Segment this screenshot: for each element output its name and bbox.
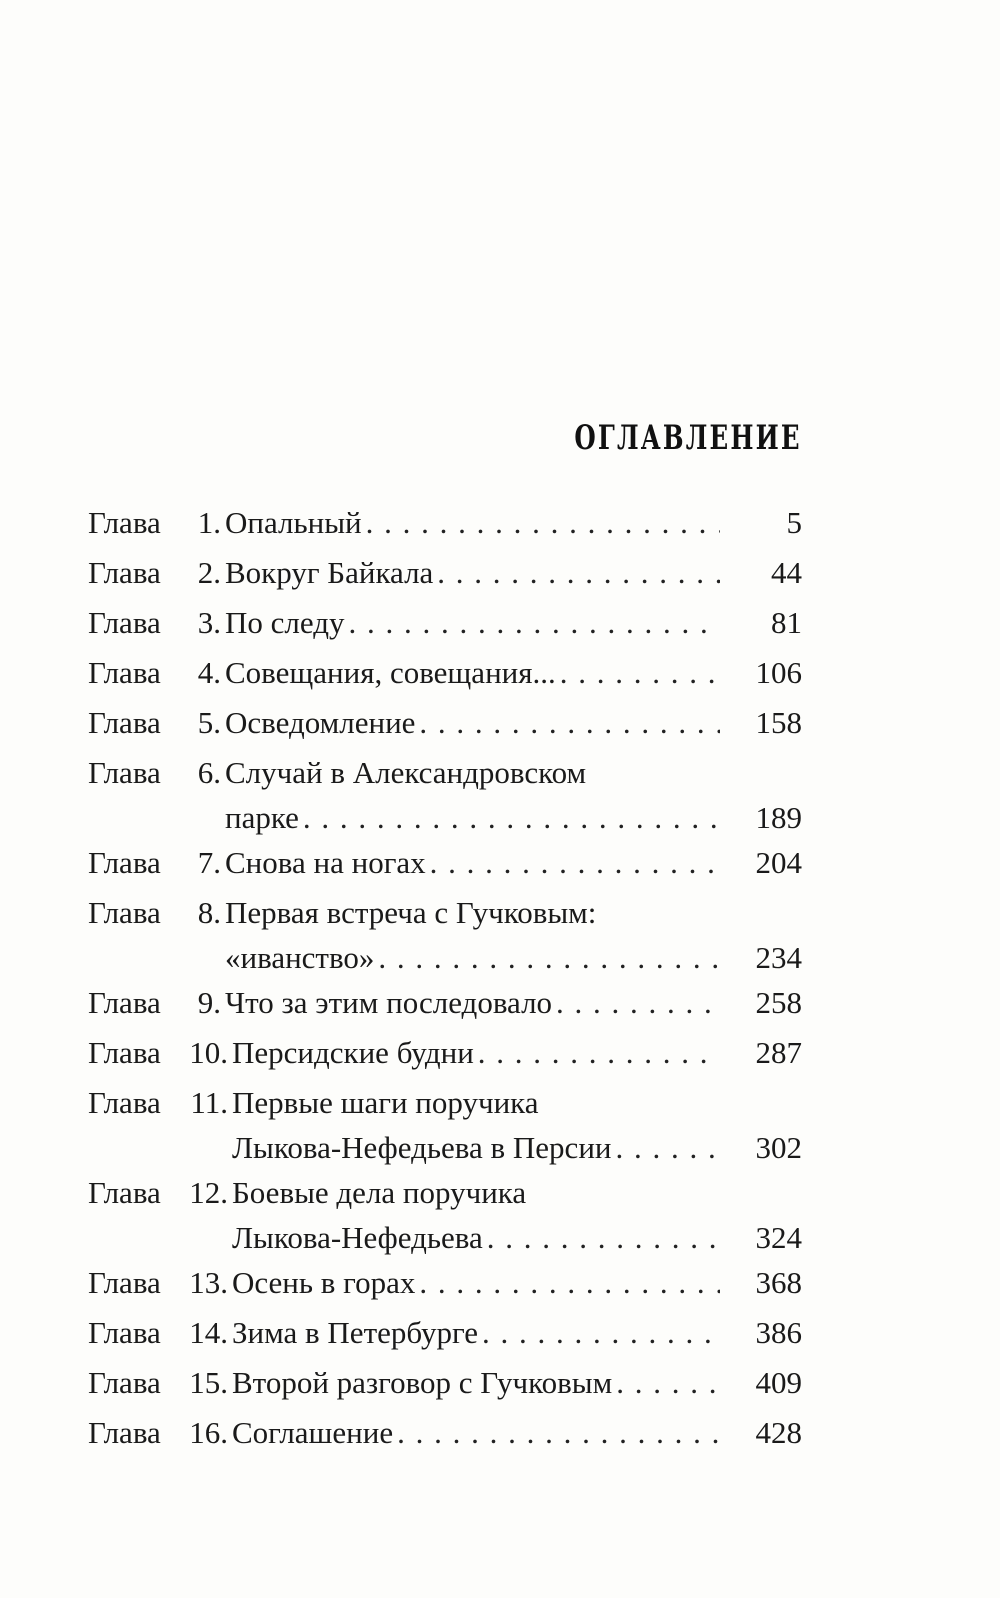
page-number: 189 (755, 800, 802, 835)
chapter-number: 5. (197, 705, 221, 740)
chapter-title-wrap (232, 1078, 742, 1128)
chapter-title-wrap (232, 1358, 742, 1408)
chapter-title: Опальный (225, 505, 362, 540)
chapter-label: Глава (88, 605, 161, 640)
chapter-number: 13. (189, 1265, 228, 1300)
chapter-title-wrap (225, 598, 742, 648)
chapter-label: Глава (88, 1035, 161, 1070)
chapter-number: 2. (197, 555, 221, 590)
chapter-label: Глава (88, 1265, 161, 1300)
dot-leader (397, 1408, 720, 1458)
chapter-label: Глава (88, 655, 161, 690)
chapter-title-wrap (225, 798, 742, 838)
toc-entry-continuation (88, 938, 802, 978)
page-number: 5 (786, 505, 802, 540)
dot-leader (419, 698, 720, 748)
chapter-number: 11. (190, 1085, 228, 1120)
chapter-title-wrap (225, 648, 742, 698)
page-number: 258 (755, 985, 802, 1020)
chapter-title-wrap (225, 938, 742, 978)
chapter-title: Снова на ногах (225, 845, 426, 880)
chapter-number: 8. (197, 895, 221, 930)
chapter-number: 12. (189, 1175, 228, 1210)
page-number: 409 (755, 1365, 802, 1400)
table-of-contents (88, 498, 802, 1458)
page-number: 386 (755, 1315, 802, 1350)
toc-entry-continuation (88, 1218, 802, 1258)
chapter-number: 3. (197, 605, 221, 640)
chapter-title: Осень в горах (232, 1265, 416, 1300)
dot-leader (430, 838, 720, 888)
toc-entry (88, 1358, 802, 1408)
chapter-title: Случай в Александровском (225, 755, 587, 790)
chapter-title: Второй разговор с Гучковым (232, 1365, 613, 1400)
toc-entry (88, 888, 802, 938)
chapter-label: Глава (88, 1175, 161, 1210)
page-number: 428 (755, 1415, 802, 1450)
page-number: 158 (755, 705, 802, 740)
chapter-title-wrap (225, 978, 742, 1028)
dot-leader (419, 1258, 720, 1308)
page-number: 324 (755, 1220, 802, 1255)
page-number: 204 (755, 845, 802, 880)
chapter-label: Глава (88, 845, 161, 880)
page-number: 302 (755, 1130, 802, 1165)
chapter-label: Глава (88, 505, 161, 540)
chapter-title-wrap (225, 888, 742, 938)
page-number: 44 (771, 555, 802, 590)
chapter-title: Вокруг Байкала (225, 555, 434, 590)
toc-entry (88, 1078, 802, 1128)
chapter-title-wrap (232, 1258, 742, 1308)
dot-leader (303, 798, 720, 838)
chapter-title-wrap (225, 748, 742, 798)
chapter-title: «иванство» (225, 940, 375, 975)
chapter-number: 16. (189, 1415, 228, 1450)
chapter-number: 6. (197, 755, 221, 790)
chapter-title-wrap (225, 498, 742, 548)
chapter-label: Глава (88, 755, 161, 790)
page-number: 368 (755, 1265, 802, 1300)
toc-entry (88, 748, 802, 798)
dot-leader (487, 1218, 720, 1258)
dot-leader (437, 548, 720, 598)
toc-entry-continuation (88, 1128, 802, 1168)
chapter-number: 1. (197, 505, 221, 540)
dot-leader (349, 598, 721, 648)
chapter-label: Глава (88, 895, 161, 930)
toc-entry (88, 1028, 802, 1078)
chapter-title-wrap (232, 1028, 742, 1078)
dot-leader (556, 978, 720, 1028)
chapter-title: Совещания, совещания... (225, 655, 556, 690)
chapter-title: Что за этим последовало (225, 985, 553, 1020)
toc-entry (88, 698, 802, 748)
chapter-title: Лыкова-Нефедьева (232, 1220, 483, 1255)
chapter-label: Глава (88, 1415, 161, 1450)
page-title: ОГЛАВЛЕНИЕ (574, 418, 802, 458)
chapter-title: Лыкова-Нефедьева в Персии (232, 1130, 612, 1165)
chapter-title-wrap (225, 548, 742, 598)
toc-entry (88, 1408, 802, 1458)
chapter-title: Первые шаги поручика (232, 1085, 539, 1120)
chapter-title-wrap (232, 1408, 742, 1458)
dot-leader (378, 938, 720, 978)
chapter-number: 7. (197, 845, 221, 880)
chapter-title: Зима в Петербурге (232, 1315, 479, 1350)
toc-entry (88, 1258, 802, 1308)
toc-entry (88, 598, 802, 648)
chapter-number: 15. (189, 1365, 228, 1400)
chapter-title: Боевые дела поручика (232, 1175, 527, 1210)
chapter-title-wrap (225, 698, 742, 748)
chapter-number: 4. (197, 655, 221, 690)
toc-entry (88, 1308, 802, 1358)
chapter-label: Глава (88, 1365, 161, 1400)
chapter-title-wrap (232, 1308, 742, 1358)
toc-entry (88, 548, 802, 598)
chapter-number: 14. (189, 1315, 228, 1350)
chapter-title: Персидские будни (232, 1035, 474, 1070)
chapter-number: 9. (197, 985, 221, 1020)
page-number: 81 (771, 605, 802, 640)
page-number: 234 (755, 940, 802, 975)
chapter-label: Глава (88, 555, 161, 590)
toc-entry (88, 1168, 802, 1218)
chapter-title-wrap (232, 1218, 742, 1258)
dot-leader (616, 1358, 720, 1408)
page-number: 106 (755, 655, 802, 690)
dot-leader (366, 498, 720, 548)
dot-leader (560, 648, 720, 698)
chapter-title-wrap (232, 1128, 742, 1168)
toc-entry (88, 838, 802, 888)
chapter-title: Первая встреча с Гучковым: (225, 895, 597, 930)
chapter-title-wrap (225, 838, 742, 888)
dot-leader (616, 1128, 721, 1168)
toc-entry (88, 498, 802, 548)
toc-entry-continuation (88, 798, 802, 838)
toc-entry (88, 978, 802, 1028)
toc-entry (88, 648, 802, 698)
chapter-title: Осведомление (225, 705, 416, 740)
chapter-title: По следу (225, 605, 345, 640)
chapter-title: парке (225, 800, 299, 835)
chapter-label: Глава (88, 1085, 161, 1120)
chapter-label: Глава (88, 985, 161, 1020)
dot-leader (478, 1028, 720, 1078)
dot-leader (482, 1308, 720, 1358)
page-number: 287 (755, 1035, 802, 1070)
chapter-title-wrap (232, 1168, 742, 1218)
chapter-title: Соглашение (232, 1415, 394, 1450)
chapter-label: Глава (88, 1315, 161, 1350)
chapter-number: 10. (189, 1035, 228, 1070)
chapter-label: Глава (88, 705, 161, 740)
